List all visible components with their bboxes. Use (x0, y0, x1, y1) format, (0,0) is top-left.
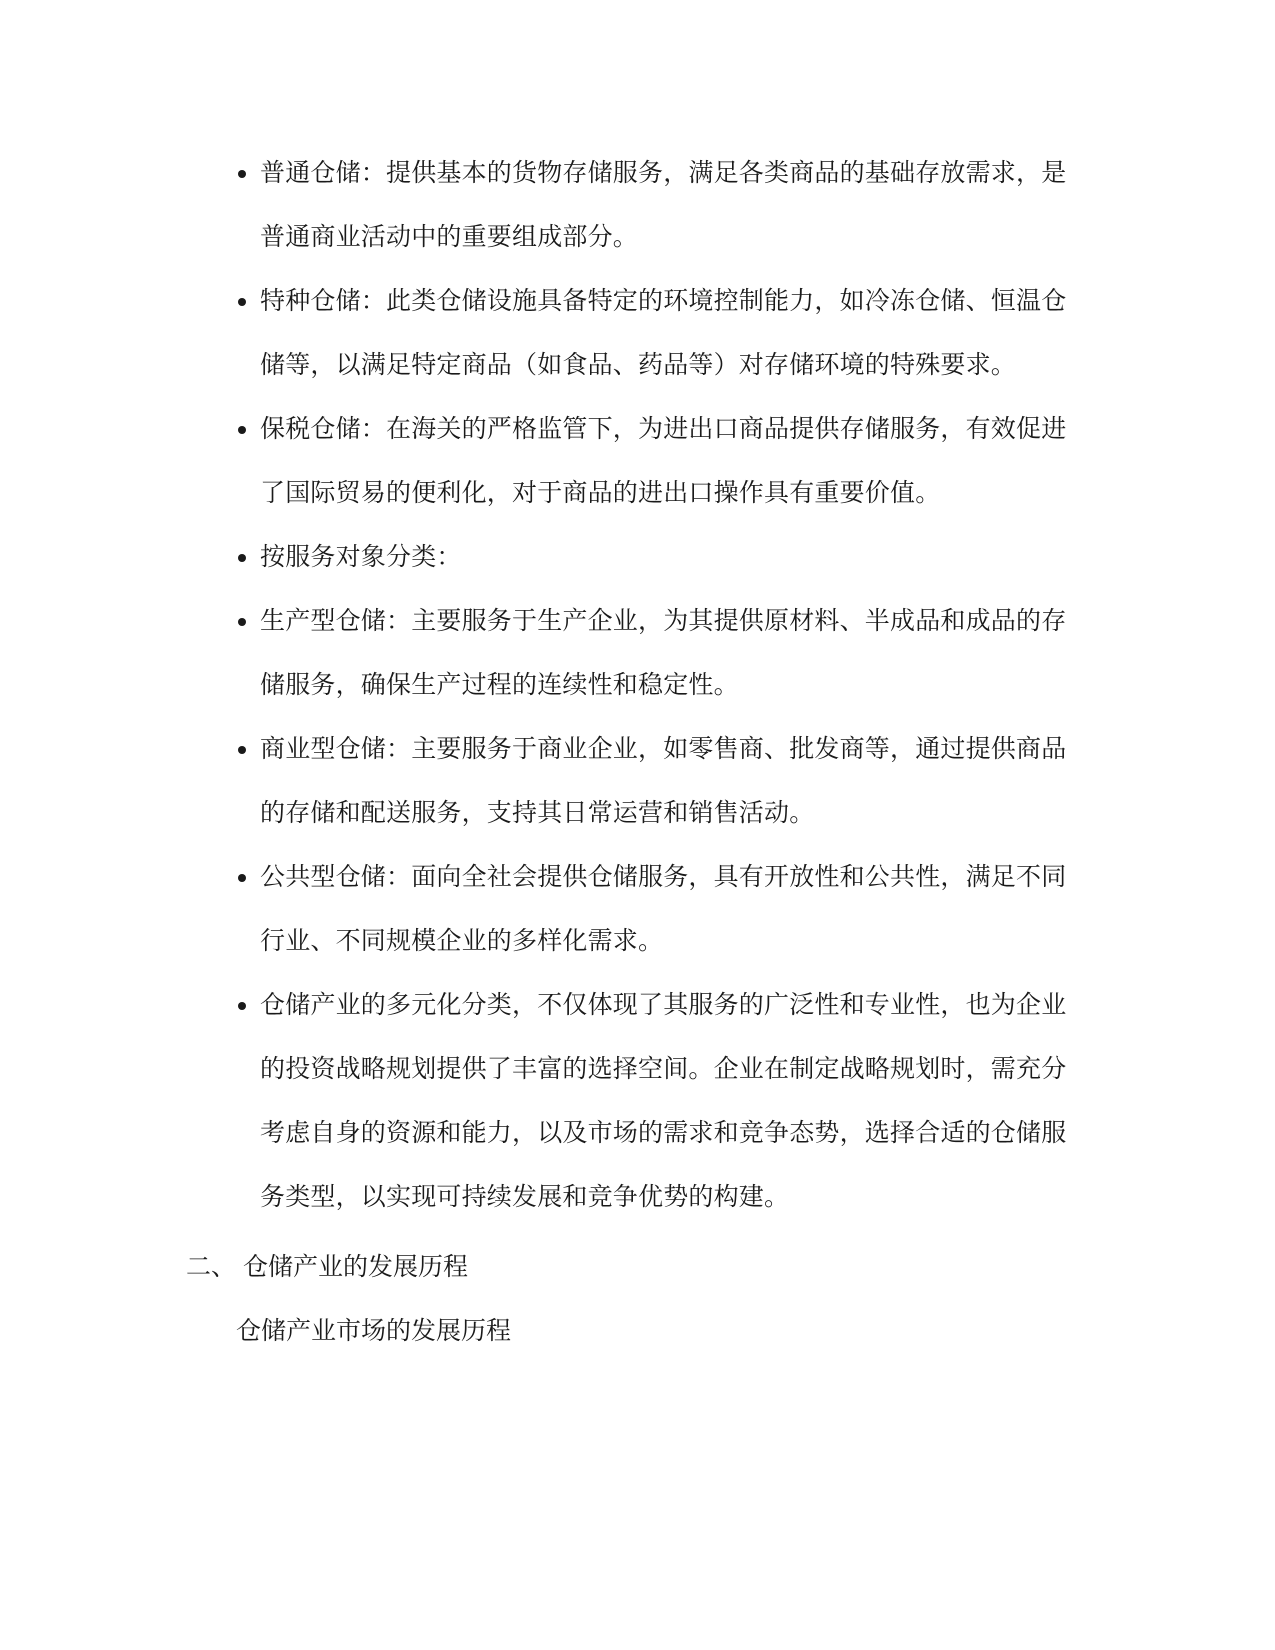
bullet-icon (238, 554, 246, 562)
list-item (0, 269, 1080, 397)
section-number: 二、 (186, 1252, 237, 1281)
list-item (0, 141, 1080, 269)
bullet-icon (238, 170, 246, 178)
bullet-icon (238, 426, 246, 434)
list-item-text: 商业型仓储：主要服务于商业企业，如零售商、批发商等，通过提供商品的存储和配送服务，支持其日常运营和销售活动。 (260, 734, 1067, 827)
bullet-icon (238, 618, 246, 626)
list-item-text: 公共型仓储：面向全社会提供仓储服务，具有开放性和公共性，满足不同行业、不同规模企业的多样化需求。 (260, 862, 1067, 955)
list-item-text: 仓储产业的多元化分类，不仅体现了其服务的广泛性和专业性，也为企业的投资战略规划提供了丰富的选择空间。企业在制定战略规划时，需充分考虑自身的资源和能力，以及市场的需求和竞争态势，选择合适的仓储服务类型，以实现可持续发展和竞争优势的构建。 (260, 990, 1067, 1211)
bullet-icon (238, 746, 246, 754)
bullet-icon (238, 874, 246, 882)
subheading: 仓储产业市场的发展历程 (236, 1316, 512, 1345)
bullet-icon (238, 1002, 246, 1010)
list-item (0, 845, 1080, 973)
list-item-text: 生产型仓储：主要服务于生产企业，为其提供原材料、半成品和成品的存储服务，确保生产过程的连续性和稳定性。 (260, 606, 1067, 699)
list-item-text: 保税仓储：在海关的严格监管下，为进出口商品提供存储服务，有效促进了国际贸易的便利化，对于商品的进出口操作具有重要价值。 (260, 414, 1067, 507)
list-item (0, 525, 1080, 589)
bullet-list (0, 141, 1275, 1229)
list-item (0, 589, 1080, 717)
list-item (0, 973, 1080, 1229)
list-item-text: 按服务对象分类： (260, 542, 462, 571)
bullet-icon (238, 298, 246, 306)
section-title: 仓储产业的发展历程 (243, 1252, 469, 1281)
list-item (0, 717, 1080, 845)
list-item-text: 特种仓储：此类仓储设施具备特定的环境控制能力，如冷冻仓储、恒温仓储等，以满足特定商品（如食品、药品等）对存储环境的特殊要求。 (260, 286, 1067, 379)
list-item (0, 397, 1080, 525)
section-heading (186, 1235, 468, 1299)
list-item-text: 普通仓储：提供基本的货物存储服务，满足各类商品的基础存放需求，是普通商业活动中的重要组成部分。 (260, 158, 1067, 251)
